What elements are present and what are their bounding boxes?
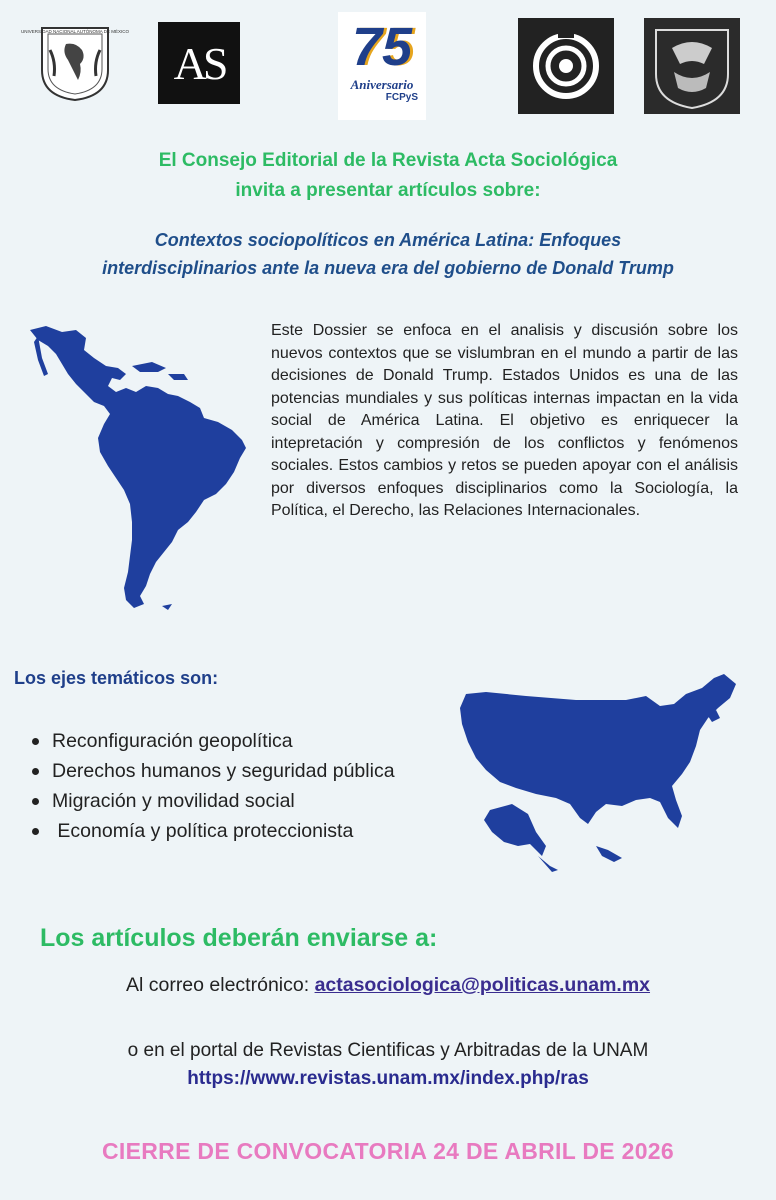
anniversary-word: Aniversario [350, 77, 414, 92]
list-item: Migración y movilidad social [30, 786, 430, 816]
sociologicos-logo [518, 18, 614, 114]
politicas-seal-logo [644, 18, 740, 114]
submission-heading: Los artículos deberán enviarse a: [40, 924, 438, 952]
list-item: Reconfiguración geopolítica [30, 726, 430, 756]
call-title [0, 146, 776, 206]
call-title-line1: El Consejo Editorial de la Revista Acta Sociológica [158, 150, 618, 171]
unam-seal-logo [20, 22, 130, 102]
email-label: Al correo electrónico: [125, 974, 315, 996]
portal-label: o en el portal de Revistas Cientificas y Arbitradas de la UNAM [127, 1040, 649, 1061]
as-monogram-text: AS [173, 37, 225, 89]
email-line [0, 974, 776, 997]
usa-map-icon [446, 670, 746, 880]
dossier-subtitle [0, 226, 776, 282]
anniversary-logo [338, 12, 426, 120]
list-item: Derechos humanos y seguridad pública [30, 756, 430, 786]
anniversary-org: FCPyS [385, 92, 418, 103]
email-link[interactable]: actasociologica@politicas.unam.mx [314, 974, 651, 996]
svg-text:UNIVERSIDAD NACIONAL AUTÓNOMA: UNIVERSIDAD NACIONAL AUTÓNOMA DE MÉXICO [20, 29, 130, 34]
ejes-heading: Los ejes temáticos son: [14, 668, 219, 688]
dossier-description: Este Dossier se enfoca en el analisis y discusión sobre los nuevos contextos que se vislumbran en el mundo a partir de las decisiones de Donald Trump. Estados Unidos es una de las potencias mundiales y sus políticas internas impactan en la vida social de América Latina. El objetivo es enriquecer la intepretación y compresión de los conflictos y fenómenos sociales. Estos cambios y retos se pueden apoyar con el análisis por diversos enfoques disciplinarios como la Sociología, la Política, el Derecho, las Relaciones Internacionales. [271, 322, 738, 519]
dossier-subtitle-line1: Contextos sociopolíticos en América Latina: Enfoques [154, 230, 622, 250]
logo-bar [0, 12, 776, 122]
latin-america-map-icon [28, 322, 258, 612]
anniversary-number: 75 [351, 17, 413, 77]
list-item: Economía y política proteccionista [30, 816, 430, 846]
deadline-banner: CIERRE DE CONVOCATORIA 24 DE ABRIL DE 2026 [102, 1138, 674, 1164]
ejes-list [30, 726, 430, 846]
dossier-subtitle-line2: interdisciplinarios ante la nueva era del gobierno de Donald Trump [102, 258, 674, 278]
portal-url-link[interactable]: https://www.revistas.unam.mx/index.php/ras [187, 1068, 589, 1089]
as-monogram-logo [158, 22, 240, 104]
call-title-line2: invita a presentar artículos sobre: [235, 180, 541, 201]
